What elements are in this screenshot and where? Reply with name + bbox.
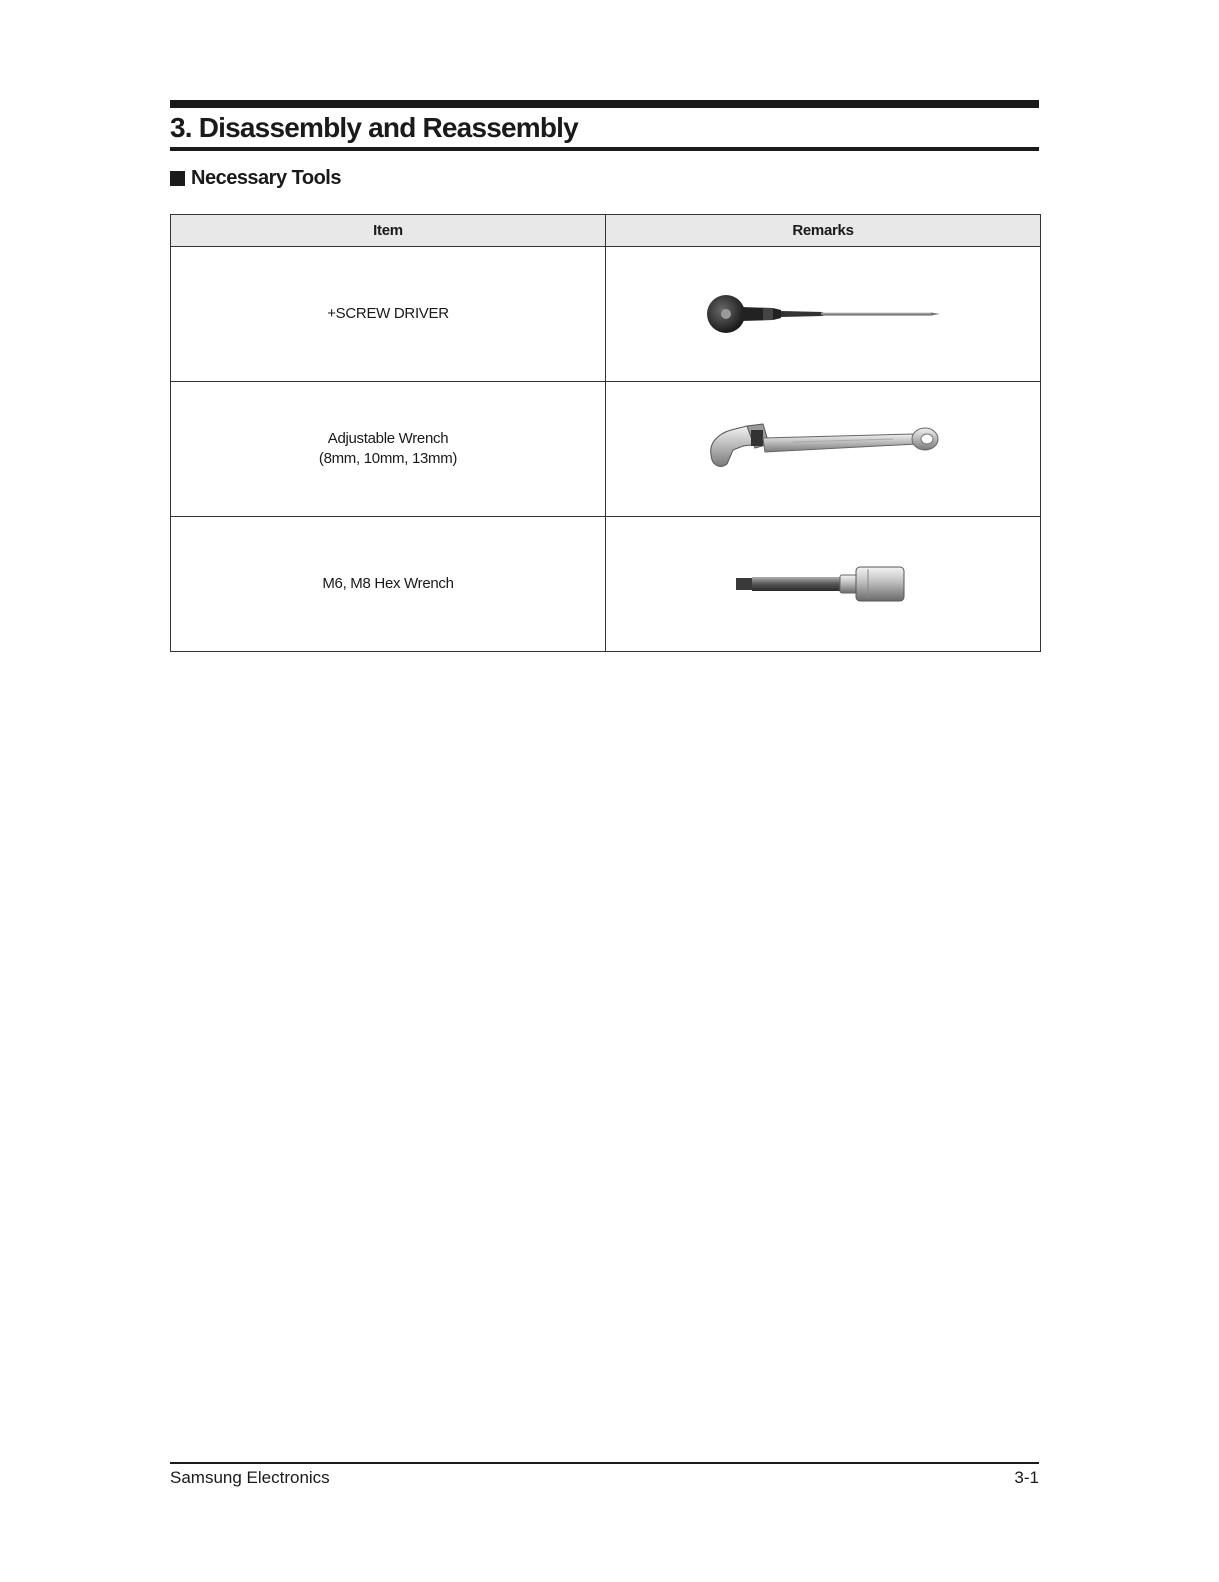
title-rule-bottom xyxy=(170,147,1039,151)
item-name: Adjustable Wrench xyxy=(327,430,449,447)
remarks-cell xyxy=(606,517,1041,652)
adjustable-wrench-icon xyxy=(703,414,943,484)
square-bullet-icon xyxy=(170,171,185,186)
footer-row xyxy=(170,1468,1039,1488)
footer-company: Samsung Electronics xyxy=(170,1468,330,1487)
page-title-block xyxy=(170,100,1039,151)
table-header-row xyxy=(171,215,1041,247)
hex-wrench-socket-icon xyxy=(728,559,918,609)
table-row xyxy=(171,247,1041,382)
section-heading xyxy=(170,167,341,190)
remarks-cell xyxy=(606,382,1041,517)
tools-table xyxy=(170,214,1041,652)
page-footer xyxy=(170,1462,1039,1488)
item-cell xyxy=(171,517,606,652)
page-number: 3-1 xyxy=(1014,1468,1039,1487)
screwdriver-icon xyxy=(703,289,943,339)
table-row xyxy=(171,517,1041,652)
page-title: 3. Disassembly and Reassembly xyxy=(170,112,578,143)
section-heading-text: Necessary Tools xyxy=(191,167,341,189)
column-header-item: Item xyxy=(171,215,606,247)
footer-rule xyxy=(170,1462,1039,1464)
item-name: +SCREW DRIVER xyxy=(327,305,449,322)
title-rule-top xyxy=(170,100,1039,108)
item-cell xyxy=(171,247,606,382)
item-spec: (8mm, 10mm, 13mm) xyxy=(318,450,458,467)
column-header-remarks: Remarks xyxy=(606,215,1041,247)
item-cell xyxy=(171,382,606,517)
item-name: M6, M8 Hex Wrench xyxy=(322,575,454,592)
table-row xyxy=(171,382,1041,517)
remarks-cell xyxy=(606,247,1041,382)
